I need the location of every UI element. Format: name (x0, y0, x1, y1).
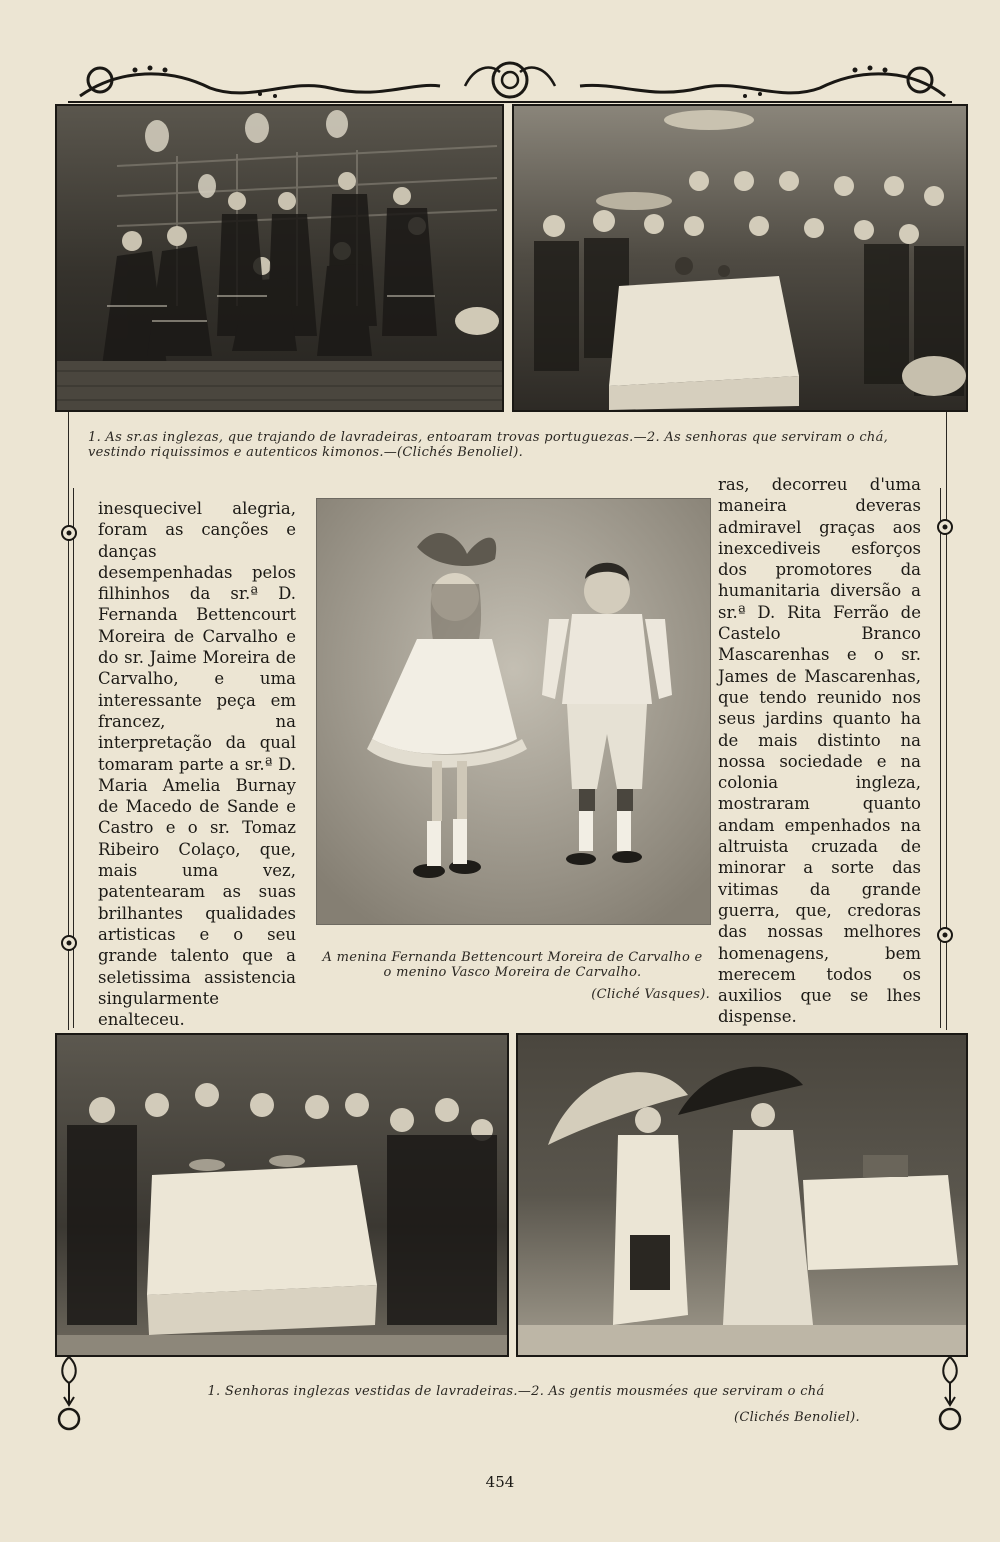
top-photos-caption: 1. As sr.as inglezas, que trajando de lavradeiras, entoaram trovas portuguezas.—2. As senhoras que serviram o chá, vestindo riquissimos e autenticos kimonos.—(Clichés Benoliel). (88, 430, 889, 460)
center-photo-credit: (Cliché Vasques). (591, 987, 710, 1002)
side-ornament-right-bottom (934, 920, 956, 950)
bottom-ornament-right (937, 1355, 963, 1435)
side-ornament-right-top (934, 512, 956, 542)
ornamental-header-border (60, 58, 960, 104)
bottom-photos-credit: (Clichés Benoliel). (733, 1410, 860, 1425)
photo-lavradeiras-group (55, 104, 504, 412)
photo-kimono-tea-servers (512, 104, 968, 412)
photo-children-portrait (316, 498, 711, 925)
bottom-ornament-left (56, 1355, 82, 1435)
photo-mousmees-serving-tea (516, 1033, 968, 1357)
article-left-column (98, 498, 296, 1094)
center-photo-caption (310, 950, 715, 980)
article-left-paragraph-1: inesquecivel alegria, foram as canções e danças desempenhadas pelos filhinhos da sr.ª D. Fernanda Bettencourt Moreira de Carvalho e do sr. Jaime Moreira de Carvalho, e uma interessante peça em francez, na interpretação da qual tomaram parte a sr.ª D. Maria Amelia Burnay de Macedo de Sande e Castro e o sr. Tomaz Ribeiro Colaço, que, mais uma vez, patentearam as suas brilhantes qualidades artisticas e o seu grande talento que a seletissima assistencia singularmente enalteceu. (98, 499, 296, 1030)
center-caption-line-2: o menino Vasco Moreira de Carvalho. (383, 965, 642, 980)
article-right-column (718, 474, 921, 1028)
bottom-photos-caption: 1. Senhoras inglezas vestidas de lavradeiras.—2. As gentis mousmées que serviram o chá (207, 1384, 825, 1399)
side-ornament-left-bottom (58, 928, 80, 958)
center-caption-line-1: A menina Fernanda Bettencourt Moreira de Carvalho e (322, 950, 703, 965)
side-ornament-left-top (58, 518, 80, 548)
page-number: 454 (485, 1473, 515, 1491)
article-right-paragraph-1: ras, decorreu d'uma maneira deveras admiravel graças aos inexcediveis esforços dos promotores da humanitaria diversão a sr.ª D. Rita Ferrão de Castelo Branco Mascarenhas e o sr. James de Mascarenhas, que tendo reunido nos seus jardins quanto ha de mais distinto na nossa sociedade e na colonia ingleza, mostraram quanto andam empenhados na altruista cruzada de minorar a sorte das vitimas da grande guerra, que, credoras das nossas melhores homenagens, bem merecem todos os auxilios que se lhes dispense. (718, 475, 921, 1027)
photo-lavradeiras-at-table (55, 1033, 509, 1357)
